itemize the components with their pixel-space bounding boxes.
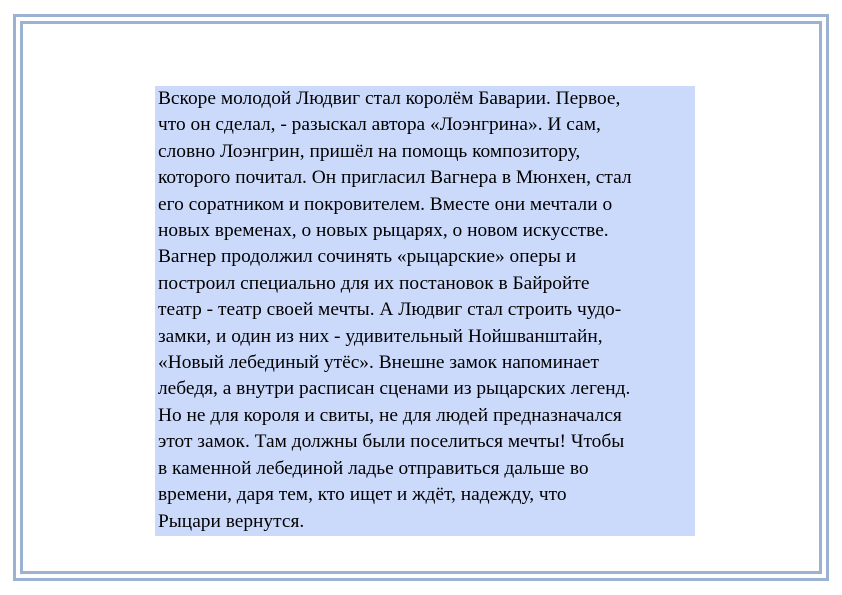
text-line: этот замок. Там должны были поселиться мечты! Чтобы <box>158 431 625 453</box>
text-line: Рыцари вернутся. <box>158 510 305 532</box>
text-line: которого почитал. Он пригласил Вагнера в Мюнхен, стал <box>158 167 632 189</box>
text-line: театр - театр своей мечты. А Людвиг стал строить чудо- <box>158 299 622 321</box>
text-line: замки, и один из них - удивительный Нойшванштайн, <box>158 325 603 347</box>
text-line: времени, даря тем, кто ищет и ждёт, надежду, что <box>158 484 567 506</box>
text-line: Вагнер продолжил сочинять «рыцарские» оперы и <box>158 246 577 268</box>
text-line: лебедя, а внутри расписан сценами из рыцарских легенд. <box>158 378 631 400</box>
text-line: новых временах, о новых рыцарях, о новом искусстве. <box>158 220 609 242</box>
story-text-box <box>155 86 695 536</box>
text-line: его соратником и покровителем. Вместе они мечтали о <box>158 193 613 215</box>
text-line: построил специально для их постановок в Байройте <box>158 272 590 294</box>
text-line: «Новый лебединый утёс». Внешне замок напоминает <box>158 352 600 374</box>
text-line: в каменной лебединой ладье отправиться дальше во <box>158 457 589 479</box>
text-line: Но не для короля и свиты, не для людей предназначался <box>158 404 622 426</box>
text-line: словно Лоэнгрин, пришёл на помощь композитору, <box>158 140 581 162</box>
text-line: Вскоре молодой Людвиг стал королём Баварии. Первое, <box>158 88 621 109</box>
text-line: что он сделал, - разыскал автора «Лоэнгрина». И сам, <box>158 114 601 136</box>
